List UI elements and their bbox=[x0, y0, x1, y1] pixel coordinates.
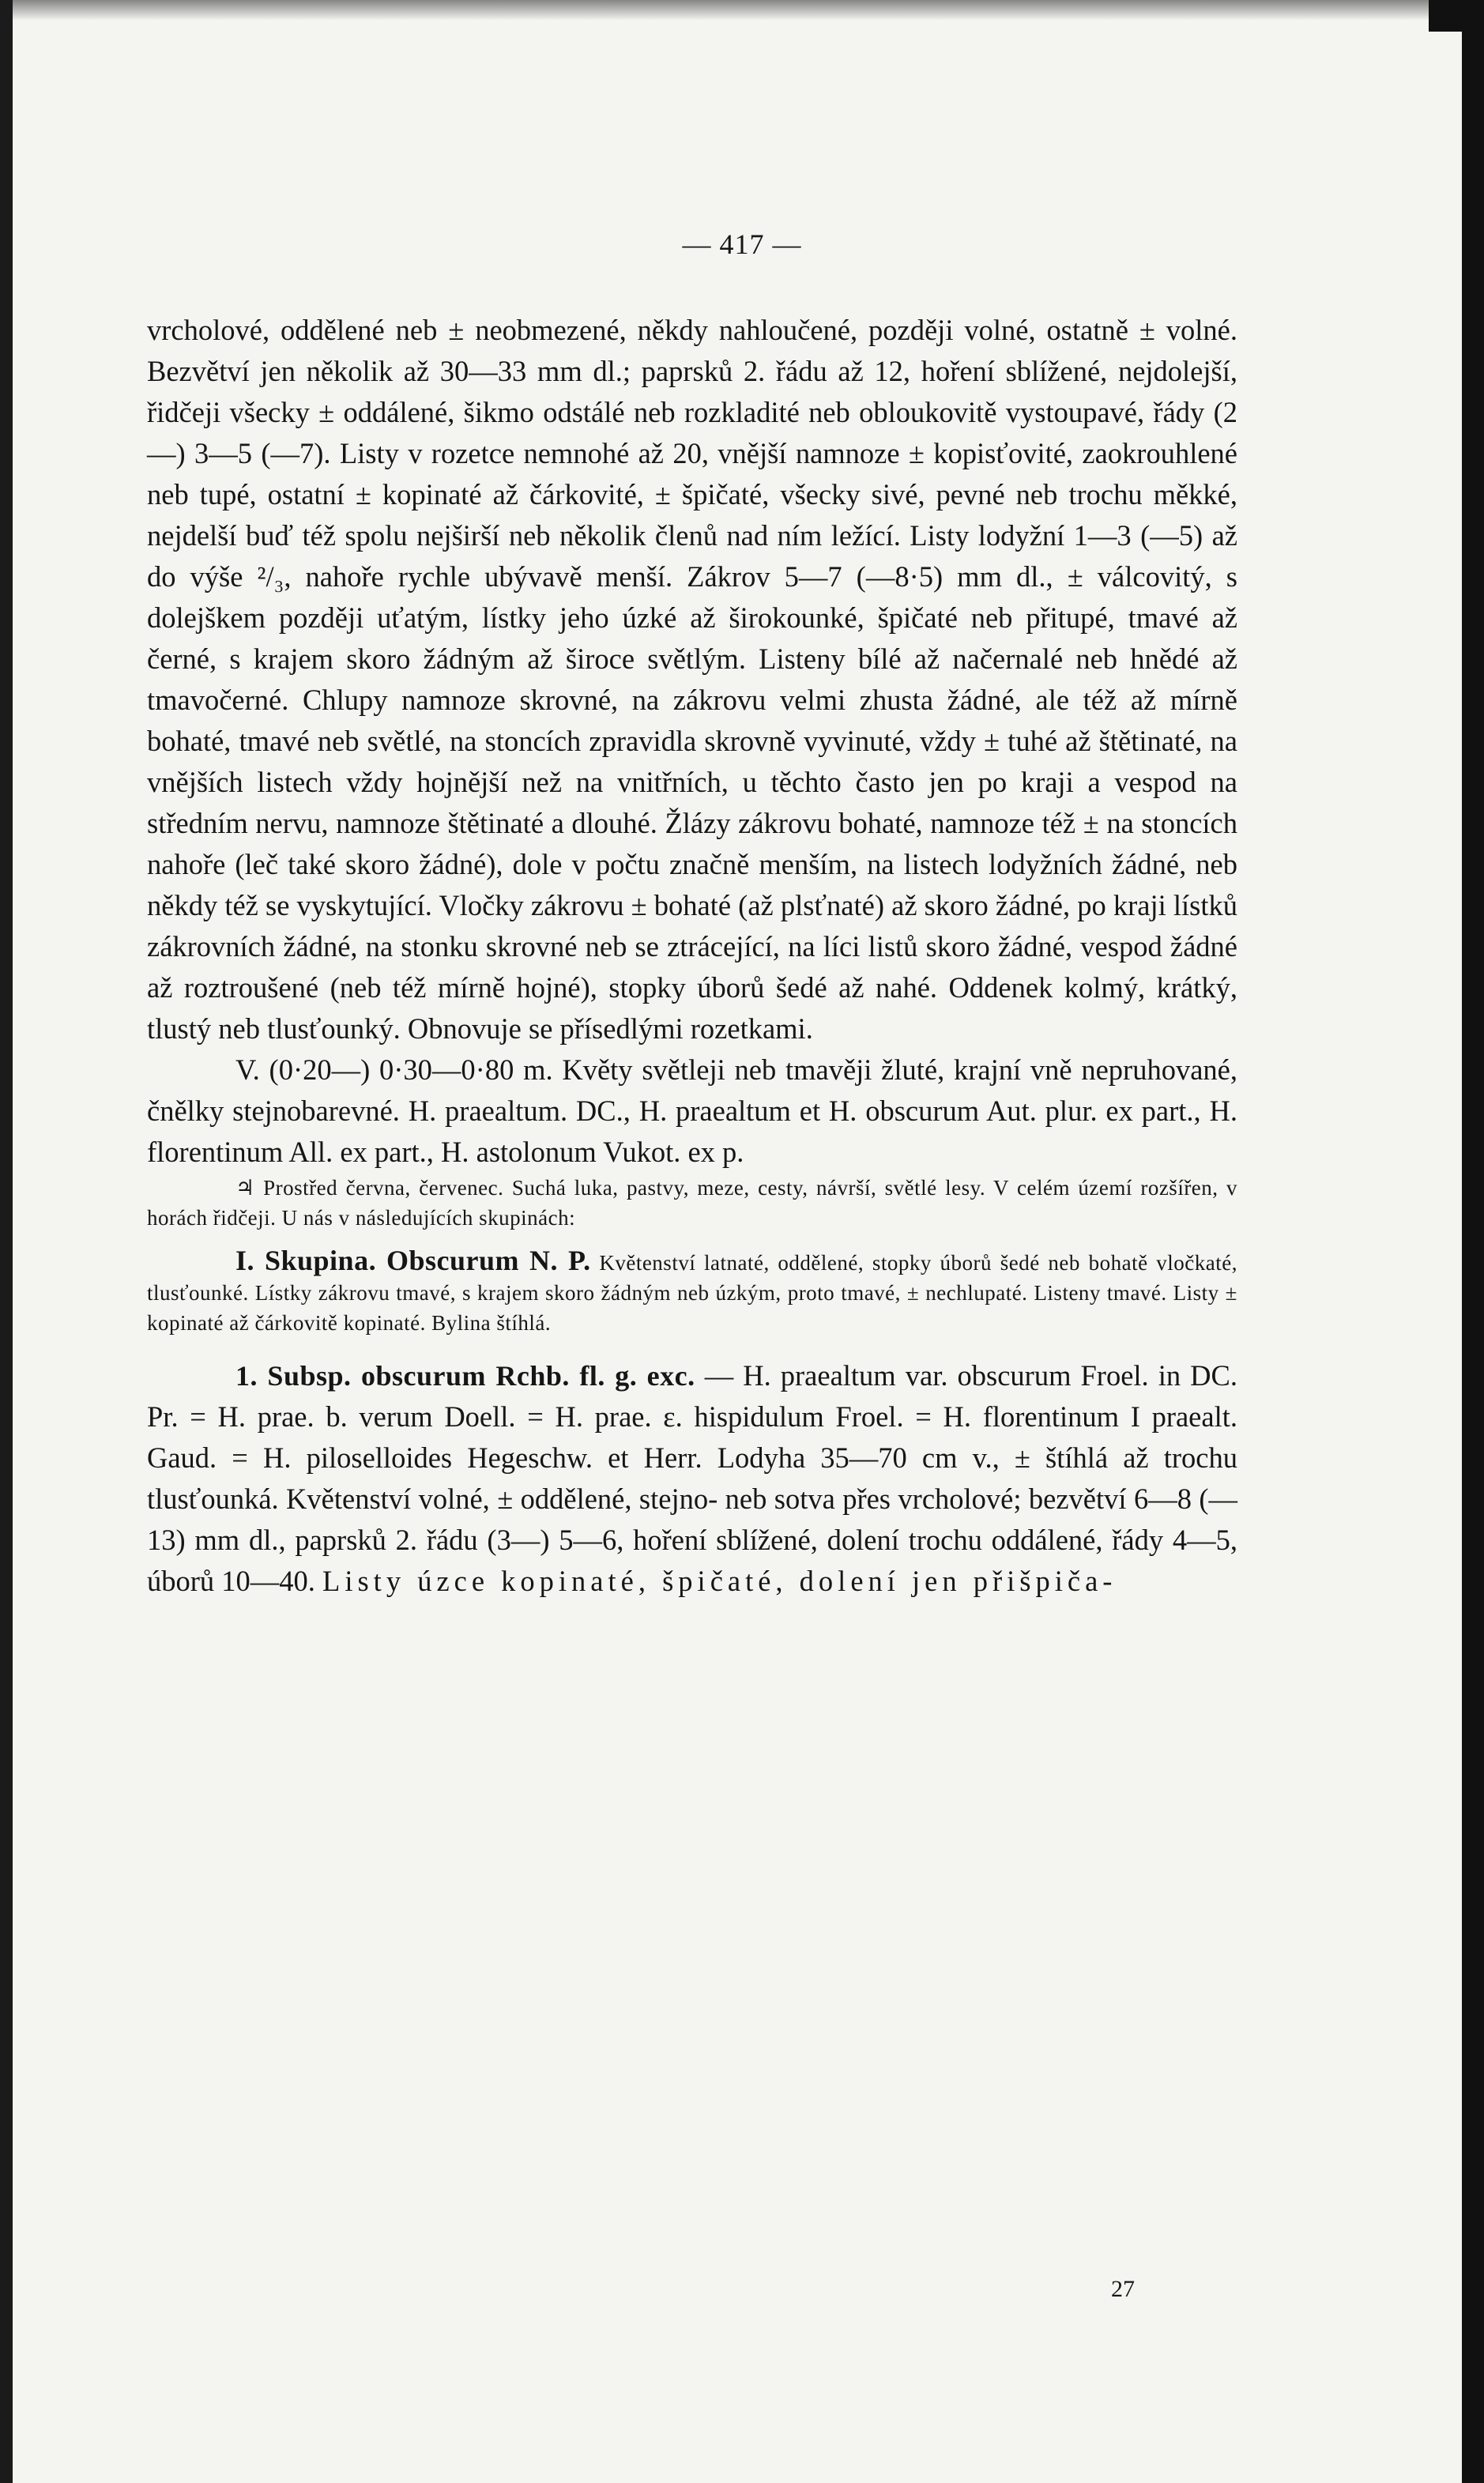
scan-edge-top bbox=[0, 0, 1484, 21]
variety-paragraph: V. (0·20—) 0·30—0·80 m. Květy světleji neb tmavěji žluté, krajní vně nepruhované, čnělky stejnobarevné. H. praealtum. DC., H. praealtum et H. obscurum Aut. plur. ex part., H. florentinum All. ex part., H. astolonum Vukot. ex p. bbox=[147, 1053, 1237, 1168]
subspecies-text: — H. praealtum var. obscurum Froel. in DC. Pr. = H. prae. b. verum Doell. = H. prae. ε. hispidulum Froel. = H. florentinum I praealt. Gaud. = H. piloselloides Hegeschw. et Herr. Lodyha 35—70 cm v., ± štíhlá až trochu tlusťounká. Květenství volné, ± oddělené, stejno- neb sotva přes vrcholové; bezvětví 6—8 (—13) mm dl., paprsků 2. řádu (3—) 5—6, hoření sblížené, dolení trochu oddálené, řády 4—5, úborů 10—40. bbox=[147, 1359, 1237, 1597]
group-heading: I. Skupina. Obscurum N. P. bbox=[235, 1245, 591, 1276]
scan-edge-right bbox=[1462, 0, 1484, 2483]
subspecies-spaced-text: Listy úzce kopinaté, špičaté, dolení jen přišpiča- bbox=[322, 1565, 1117, 1597]
group-paragraph bbox=[147, 1245, 1237, 1338]
habitat-paragraph: ♃ Prostřed června, červenec. Suchá luka, pastvy, meze, cesty, návrší, světlé lesy. V celém území rozšířen, v horách řidčeji. U nás v následujících skupinách: bbox=[147, 1176, 1237, 1230]
page-number: — 417 — bbox=[682, 228, 802, 260]
main-description: vrcholové, oddělené neb ± neobmezené, někdy nahloučené, později volné, ostatně ± volné. Bezvětví jen několik až 30—33 mm dl.; paprsků 2. řádu až 12, hoření sblížené, nejdolejší, řidčeji všecky ± oddálené, šikmo odstálé neb rozkladité neb obloukovitě vystoupavé, řády (2—) 3—5 (—7). Listy v rozetce nemnohé až 20, vnější namnoze ± kopisťovité, zaokrouhlené neb tupé, ostatní ± kopinaté až čárkovité, ± špičaté, všecky sivé, pevné neb trochu měkké, nejdelší buď též spolu nejširší neb několik členů nad ním ležící. Listy lodyžní 1—3 (—5) až do výše ²/₃, nahoře rychle ubývavě menší. Zákrov 5—7 (—8·5) mm dl., ± válcovitý, s dolejškem později uťatým, lístky jeho úzké až širokounké, špičaté neb přitupé, tmavé až černé, s krajem skoro žádným až široce světlým. Listeny bílé až načernalé neb hnědé až tmavočerné. Chlupy namnoze skrovné, na zákrovu velmi zhusta žádné, ale též až mírně bohaté, tmavé neb světlé, na stoncích zpravidla skrovně vyvinuté, vždy ± tuhé až štětinaté, na vnějších listech vždy hojnější než na vnitřních, u těchto často jen po kraji a vespod na středním nervu, namnoze štětinaté a dlouhé. Žlázy zákrovu bohaté, namnoze též ± na stoncích nahoře (leč také skoro žádné), dole v počtu značně menším, na listech lodyžních žádné, neb někdy též se vyskytující. Vločky zákrovu ± bohaté (až plsťnaté) až skoro žádné, po kraji lístků zákrovních žádné, na stonku skrovné neb se ztrácející, na líci listů skoro žádné, vespod žádné až roztroušené (neb též mírně hojné), stopky úborů šedé až nahé. Oddenek kolmý, krátký, tlustý neb tlusťounký. Obnovuje se přísedlými rozetkami. bbox=[147, 314, 1237, 1045]
subspecies-heading: 1. Subsp. obscurum Rchb. fl. g. exc. bbox=[235, 1360, 695, 1392]
signature-mark: 27 bbox=[1111, 2276, 1135, 2302]
page-body bbox=[147, 310, 1237, 1602]
subspecies-paragraph bbox=[147, 1355, 1237, 1602]
group-description: Květenství latnaté, oddělené, stopky úborů šedé neb bohatě vločkaté, tlusťounké. Lístky zákrovu tmavé, s krajem skoro žádným neb úzkým, proto tmavé, ± nechlupaté. Listeny tmavé. Listy ± kopinaté až čárkovitě kopinaté. Bylina štíhlá. bbox=[147, 1251, 1237, 1335]
scan-edge-corner bbox=[1429, 0, 1484, 32]
scan-edge-left bbox=[0, 0, 13, 2483]
